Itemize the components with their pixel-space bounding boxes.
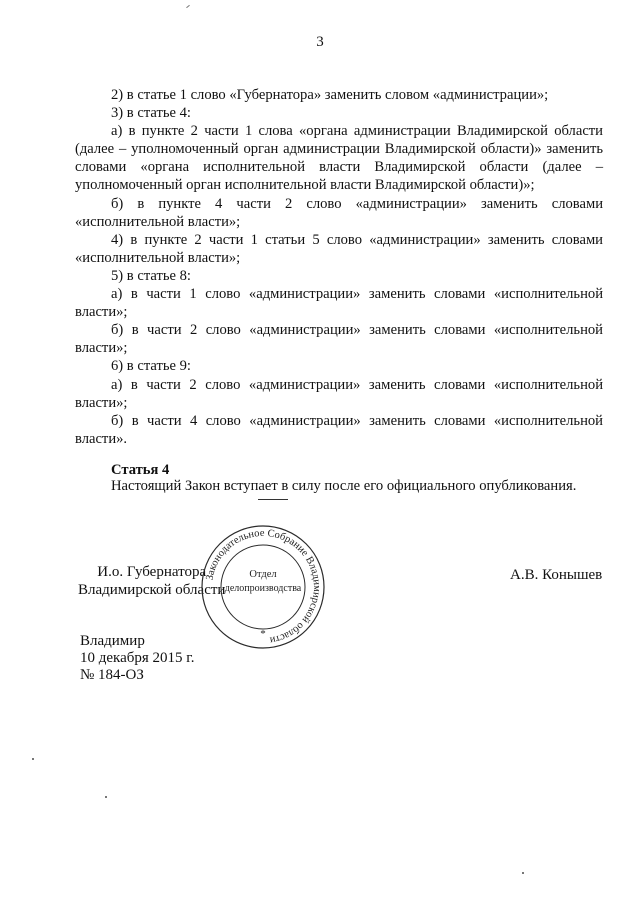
amendment-item: 4) в пункте 2 части 1 статьи 5 слово «администрации» заменить словами «исполнительной власти»; — [75, 231, 603, 266]
stamp-center-text: Отдел — [249, 569, 277, 580]
amendment-item: б) в части 4 слово «администрации» заменить словами «исполнительной власти». — [75, 412, 603, 447]
amendment-item: а) в части 2 слово «администрации» заменить словами «исполнительной власти»; — [75, 376, 603, 411]
amendment-item: 3) в статье 4: — [111, 105, 191, 122]
scan-mark — [186, 5, 190, 8]
article-text: Настоящий Закон вступает в силу после его официального опубликования. — [111, 478, 577, 494]
page-number: 3 — [316, 34, 324, 50]
article-heading: Статья 4 — [111, 462, 170, 478]
law-number: № 184-ОЗ — [80, 667, 144, 683]
amendment-item: 6) в статье 9: — [111, 358, 191, 375]
amendment-item: б) в части 2 слово «администрации» заменить словами «исполнительной власти»; — [75, 322, 603, 357]
signatory-title-line: И.о. Губернатора — [97, 564, 207, 580]
signatory-title-line: Владимирской области — [78, 582, 226, 598]
scan-mark — [32, 758, 34, 760]
date: 10 декабря 2015 г. — [80, 650, 195, 666]
amendment-item: 5) в статье 8: — [111, 267, 191, 284]
stamp-star: * — [260, 628, 266, 640]
stamp-ring-text: Законодательное Собрание Владимирской области — [204, 527, 323, 646]
place-and-date — [80, 633, 195, 684]
amendment-item: а) в пункте 2 части 1 слова «органа администрации Владимирской области (далее – уполномоченный орган администрации Владимирской области)» заменить словами «органа исполнительной власти Владимирской области (далее – уполномоченный орган исполнительной власти Владимирской области)»; — [75, 123, 603, 194]
scan-mark — [105, 796, 107, 798]
stamp-center-text: делопроизводства — [224, 583, 302, 594]
amendment-item: 2) в статье 1 слово «Губернатора» заменить словом «администрации»; — [111, 87, 549, 103]
amendments-list — [75, 86, 603, 448]
divider — [258, 499, 288, 500]
amendment-item: б) в пункте 4 части 2 слово «администрации» заменить словами «исполнительной власти»; — [75, 195, 603, 230]
scan-mark — [522, 872, 524, 874]
signatory-name: А.В. Конышев — [510, 567, 603, 583]
city: Владимир — [80, 633, 145, 649]
amendment-item: а) в части 1 слово «администрации» заменить словами «исполнительной власти»; — [75, 286, 603, 321]
official-stamp — [198, 524, 328, 650]
